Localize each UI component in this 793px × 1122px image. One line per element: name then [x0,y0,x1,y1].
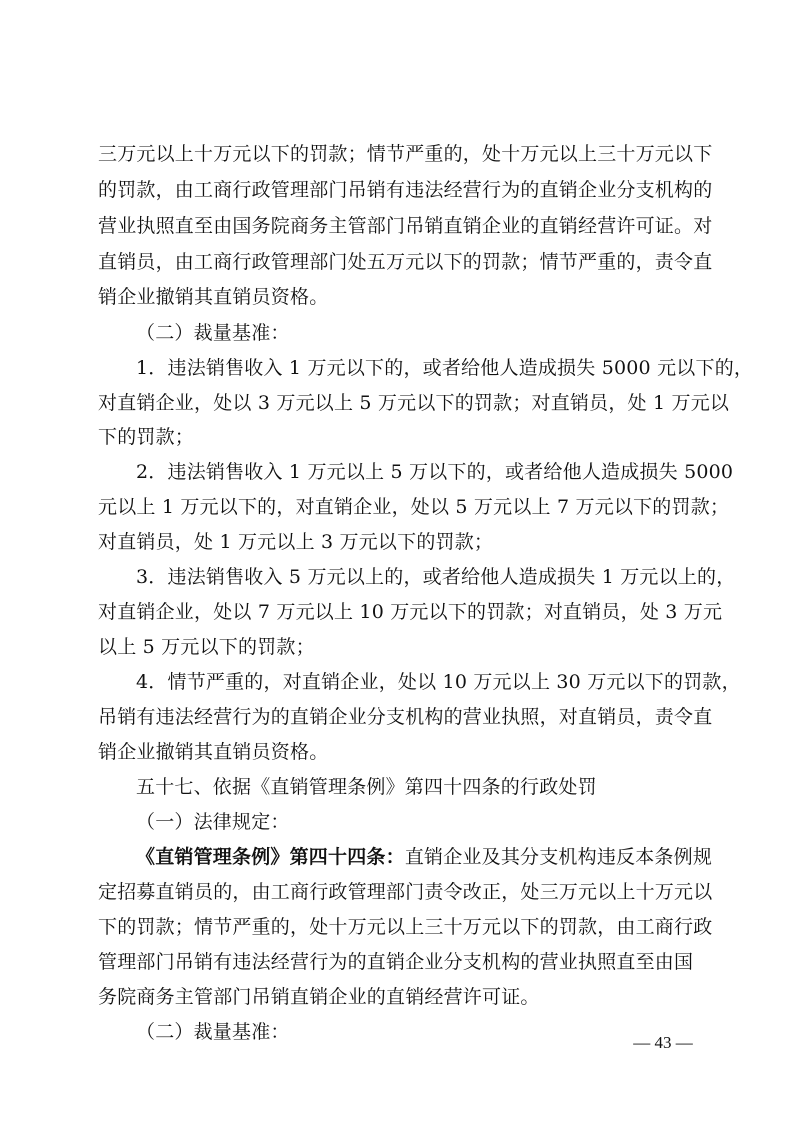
body-text-line: 吊销有违法经营行为的直销企业分支机构的营业执照，对直销员，责令直 [98,706,713,728]
body-text-line: 务院商务主管部门吊销直销企业的直销经营许可证。 [98,986,540,1008]
body-text-line: 下的罚款；情节严重的，处十万元以上三十万元以下的罚款，由工商行政 [98,916,713,938]
standard-item-3: 3．违法销售收入 5 万元以上的，或者给他人造成损失 1 万元以上的， [136,566,736,588]
body-text-line: 销企业撤销其直销员资格。 [98,741,329,763]
body-text-line: 管理部门吊销有违法经营行为的直销企业分支机构的营业执照直至由国 [98,951,694,973]
law-citation-text: 直销企业及其分支机构违反本条例规 [404,846,713,868]
body-text-line: 三万元以上十万元以下的罚款；情节严重的，处十万元以上三十万元以下 [98,143,713,165]
body-text-line: 以上 5 万元以下的罚款； [98,636,315,658]
body-text-line: 定招募直销员的，由工商行政管理部门责令改正，处三万元以上十万元以 [98,881,713,903]
body-text-line: 销企业撤销其直销员资格。 [98,286,329,308]
body-text-line: 对直销企业，处以 7 万元以上 10 万元以下的罚款；对直销员，处 3 万元 [98,601,723,623]
body-text-line: 对直销企业，处以 3 万元以上 5 万元以下的罚款；对直销员，处 1 万元以 [98,392,730,414]
standard-item-1: 1．违法销售收入 1 万元以下的，或者给他人造成损失 5000 元以下的， [136,357,754,379]
standard-item-4: 4．情节严重的，对直销企业，处以 10 万元以上 30 万元以下的罚款， [136,671,741,693]
page-number: — 43 — [633,1033,693,1052]
section-heading: （二）裁量基准： [136,1021,290,1043]
section-heading: （二）裁量基准： [136,322,290,344]
body-text-line: 元以上 1 万元以下的，对直销企业，处以 5 万元以上 7 万元以下的罚款； [98,496,730,518]
article-heading: 五十七、依据《直销管理条例》第四十四条的行政处罚 [136,776,597,798]
body-text-line: 下的罚款； [98,426,195,448]
body-text-line: 对直销员，处 1 万元以上 3 万元以下的罚款； [98,531,494,553]
standard-item-2: 2．违法销售收入 1 万元以上 5 万以下的，或者给他人造成损失 5000 [136,461,734,483]
law-citation-line [136,845,736,869]
section-heading: （一）法律规定： [136,811,290,833]
law-citation-title: 《直销管理条例》第四十四条： [136,846,405,868]
body-text-line: 直销员，由工商行政管理部门处五万元以下的罚款；情节严重的，责令直 [98,251,713,273]
body-text-line: 的罚款，由工商行政管理部门吊销有违法经营行为的直销企业分支机构的 [98,179,713,201]
body-text-line: 营业执照直至由国务院商务主管部门吊销直销企业的直销经营许可证。对 [98,215,713,237]
